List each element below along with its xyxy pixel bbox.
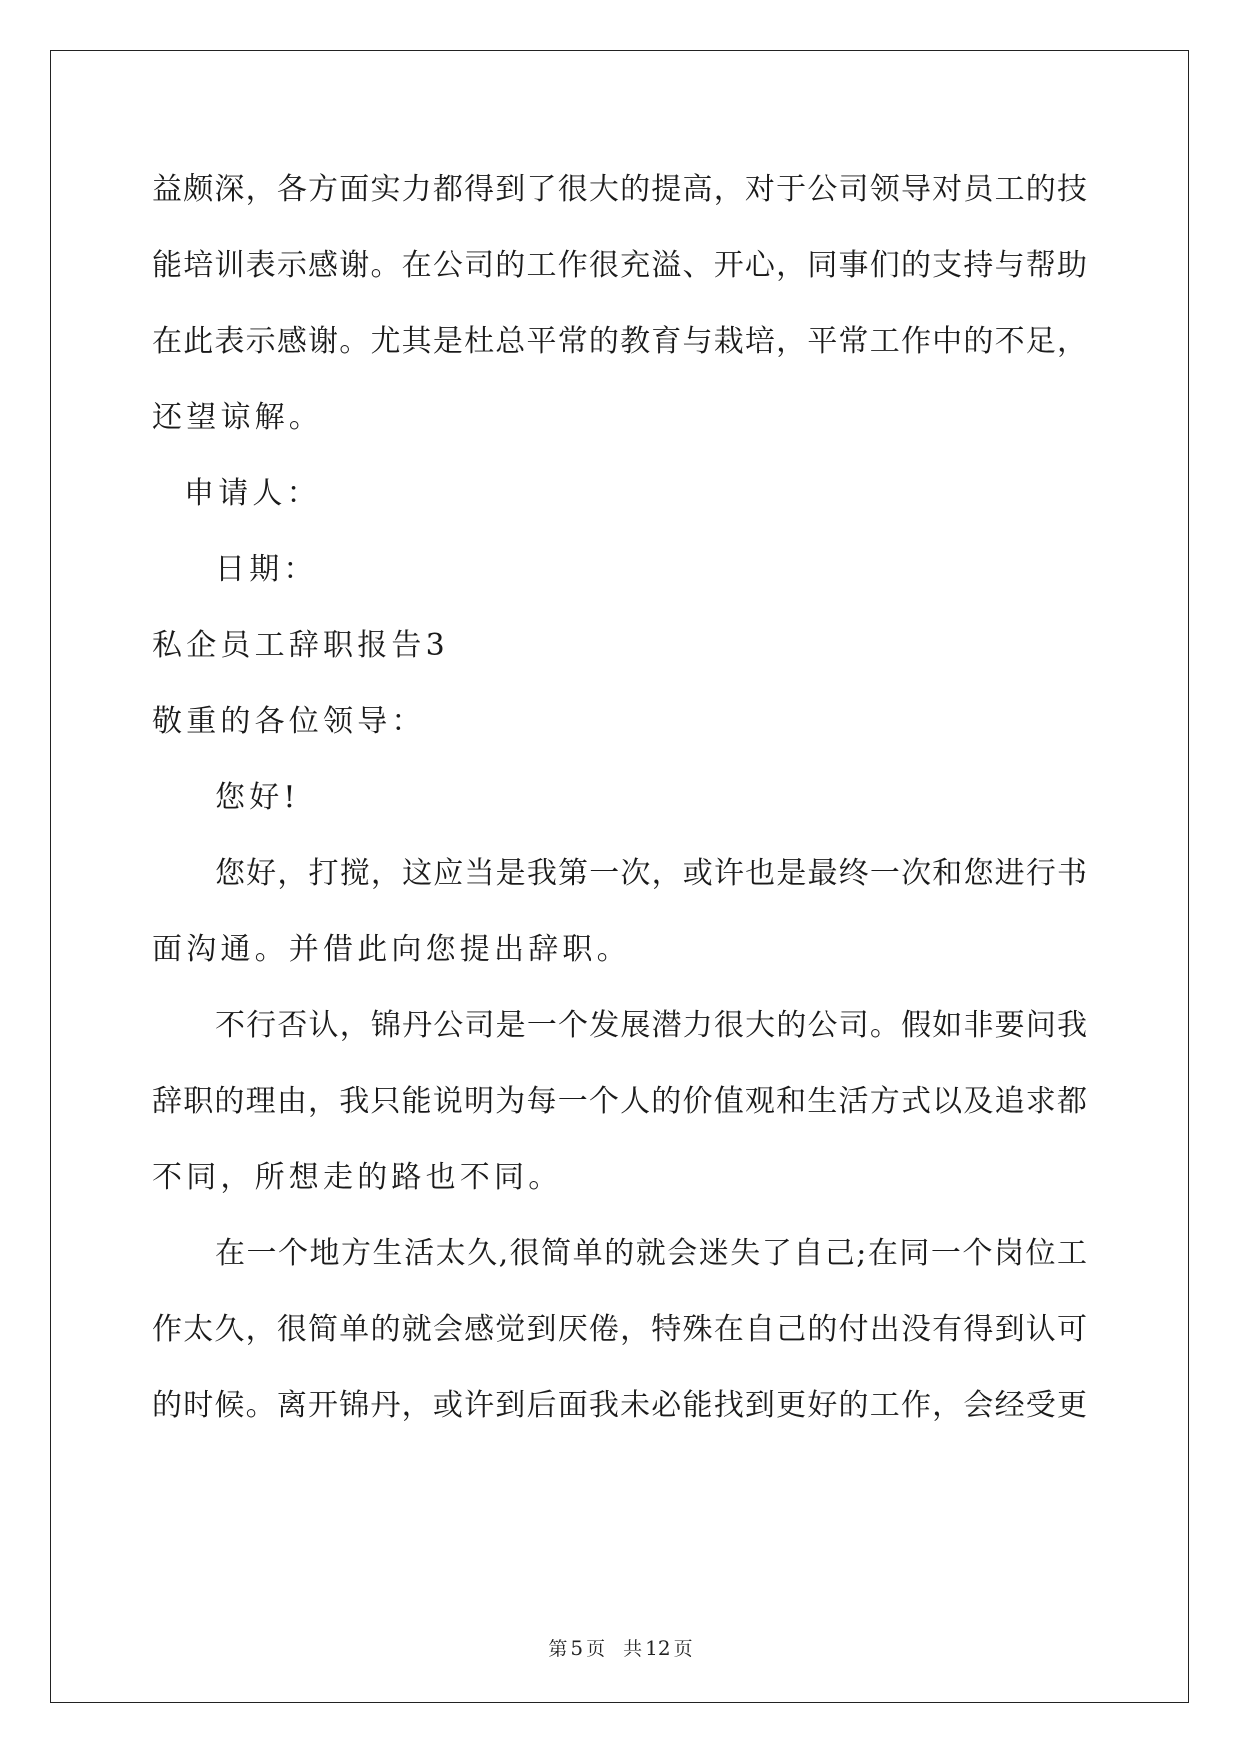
- paragraph-line-10: 在一个地方生活太久,很简单的就会迷失了自己;在同一个岗位工: [215, 1236, 1087, 1271]
- paragraph-line-6: 面沟通。并借此向您提出辞职。: [152, 932, 631, 967]
- paragraph-line-9: 不同，所想走的路也不同。: [152, 1160, 563, 1195]
- total-prefix: 共: [623, 1638, 643, 1660]
- page-number: 5: [570, 1636, 584, 1660]
- paragraph-line-12: 的时候。离开锦丹，或许到后面我未必能找到更好的工作，会经受更: [152, 1388, 1087, 1423]
- paragraph-line-8: 辞职的理由，我只能说明为每一个人的价值观和生活方式以及追求都: [152, 1084, 1087, 1119]
- paragraph-line-3: 在此表示感谢。尤其是杜总平常的教育与栽培，平常工作中的不足，: [152, 324, 1087, 359]
- page-prefix: 第: [548, 1638, 568, 1660]
- paragraph-line-2: 能培训表示感谢。在公司的工作很充溢、开心，同事们的支持与帮助: [152, 248, 1087, 283]
- paragraph-line-4: 还望谅解。: [152, 400, 323, 435]
- paragraph-line-11: 作太久，很简单的就会感觉到厌倦，特殊在自己的付出没有得到认可: [152, 1312, 1087, 1347]
- section-title: 私企员工辞职报告3: [152, 628, 449, 663]
- page-footer: [0, 1636, 1241, 1661]
- total-suffix: 页: [673, 1638, 693, 1660]
- paragraph-line-5: 您好，打搅，这应当是我第一次，或许也是最终一次和您进行书: [215, 856, 1087, 891]
- greeting: 您好!: [215, 780, 300, 815]
- page-suffix: 页: [586, 1638, 606, 1660]
- applicant-label: 申请人：: [184, 476, 321, 511]
- paragraph-line-7: 不行否认，锦丹公司是一个发展潜力很大的公司。假如非要问我: [215, 1008, 1087, 1043]
- paragraph-line-1: 益颇深，各方面实力都得到了很大的提高，对于公司领导对员工的技: [152, 172, 1087, 207]
- total-pages: 12: [645, 1636, 671, 1660]
- salutation: 敬重的各位领导：: [152, 704, 426, 739]
- date-label: 日期：: [215, 552, 318, 587]
